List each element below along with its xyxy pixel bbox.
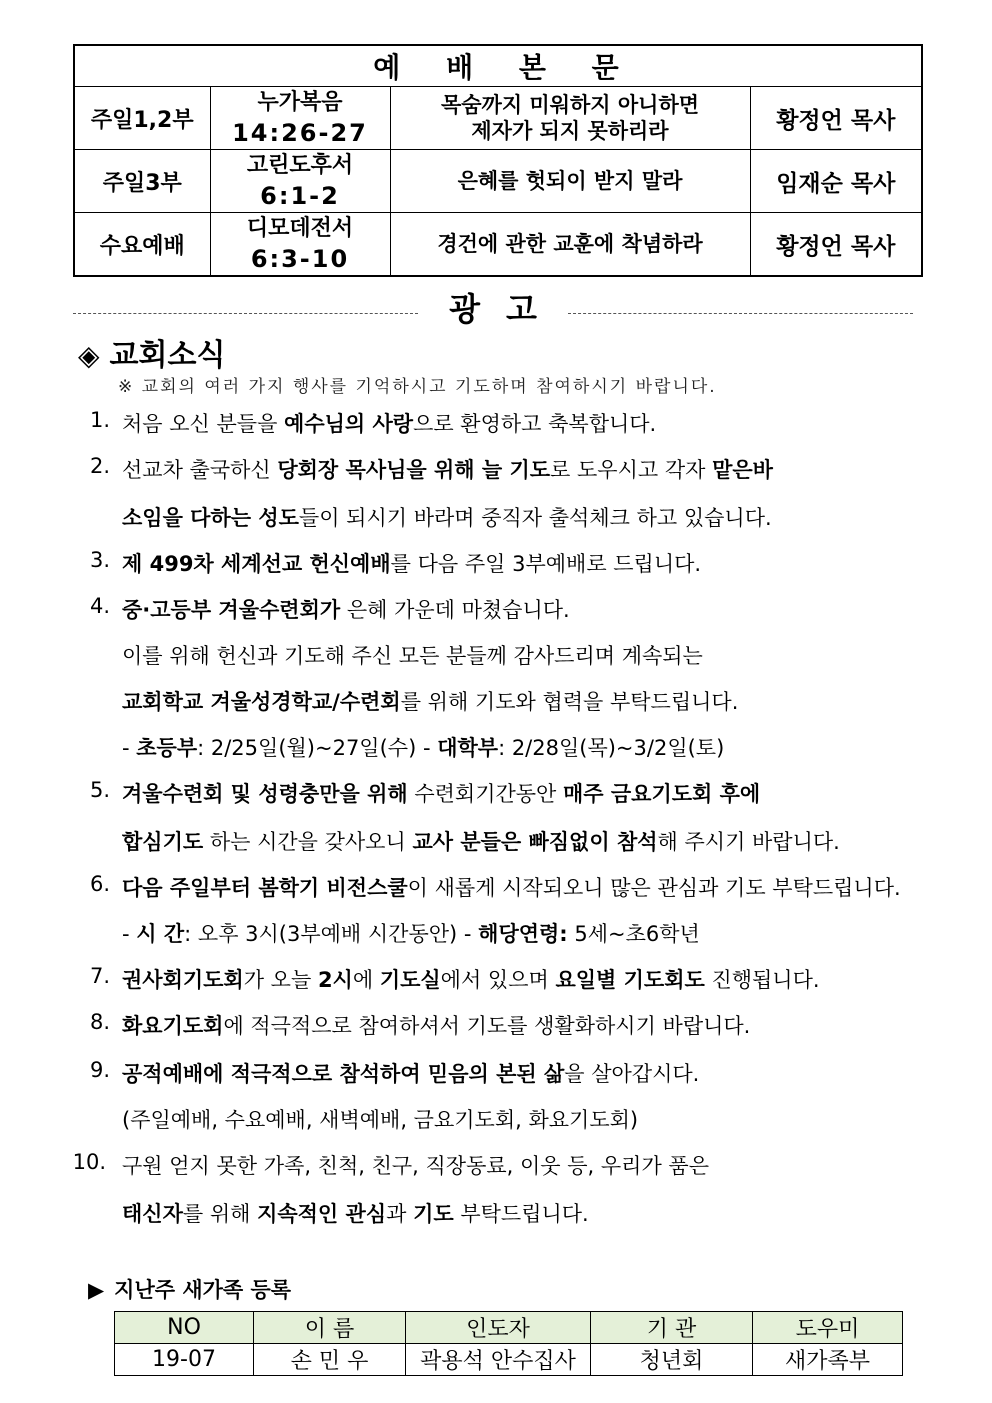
announcement-text-part: : 2/25일(월)~27일(수) - [197, 736, 438, 760]
new-family-title: 지난주 새가족 등록 [114, 1278, 292, 1302]
announcement-text-part: 해 주시기 바랍니다. [657, 830, 840, 854]
announcement-text-part: 매주 금요기도회 후에 [563, 782, 761, 806]
announcement-text [122, 594, 570, 624]
announcement-text [122, 1010, 750, 1040]
announcement-number: 6. [89, 872, 110, 896]
announcement-text-part: : 2/28일(목)~3/2일(토) [498, 736, 725, 760]
announcement-text-part: - [122, 736, 137, 760]
announcement-text-part: 중·고등부 겨울수련회가 [122, 598, 341, 622]
announcement-text [122, 1058, 699, 1088]
church-news-note: ※ 교회의 여러 가지 행사를 기억하시고 기도하며 참여하시기 바랍니다. [118, 377, 717, 397]
announcement-text-part: 들이 되시기 바라며 중직자 출석체크 하고 있습니다. [298, 506, 772, 530]
announcement-number: 10. [72, 1150, 106, 1174]
announcement-text-part: 요일별 기도회도 [555, 968, 705, 992]
announcement-text-part: 시 간 [136, 922, 185, 946]
service-name: 주일3부 [74, 150, 210, 213]
announcement-text-part: 수련회기간동안 [407, 782, 564, 806]
scripture-verse: 14:26-27 [232, 119, 368, 147]
announcement-text-part: 를 위해 [182, 1202, 258, 1226]
new-family-table [114, 1311, 903, 1376]
announcement-text-part: 부탁드립니다. [453, 1202, 589, 1226]
cell-org: 청년회 [591, 1344, 753, 1376]
announcement-text [122, 732, 724, 762]
announcement-text-part: 태신자 [122, 1202, 183, 1226]
announcement-text-part: (주일예배, 수요예배, 새벽예배, 금요기도회, 화요기도회) [122, 1108, 639, 1132]
worship-row [74, 213, 922, 277]
sermon-topic [390, 87, 750, 150]
announcement-text-part: 진행됩니다. [704, 968, 820, 992]
announcement-text-part: 초등부 [136, 736, 198, 760]
divider-left [73, 313, 418, 314]
announcement-text-part: 5세~초6학년 [567, 922, 700, 946]
announcement-text [122, 640, 703, 670]
announcement-text-part: 로 도우시고 각자 [550, 458, 713, 482]
sermon-topic: 은혜를 헛되이 받지 말라 [390, 150, 750, 213]
announcement-text-part: 에서 있으며 [440, 968, 556, 992]
cell-guide: 곽용석 안수집사 [406, 1344, 591, 1376]
announcement-text-part: 하는 시간을 갖사오니 [203, 830, 413, 854]
announcement-text-part: 화요기도회 [122, 1014, 224, 1038]
preacher: 황정언 목사 [750, 213, 922, 277]
announcement-text [122, 778, 760, 808]
announcement-text [122, 548, 701, 578]
announcement-text-part: 맡은바 [712, 458, 773, 482]
announcement-number: 3. [89, 548, 110, 572]
announcement-text-part: 구원 얻지 못한 가족, 친척, 친구, 직장동료, 이웃 등, 우리가 품은 [122, 1154, 709, 1178]
announcement-text-part: 겨울수련회 및 성령충만을 위해 [122, 782, 408, 806]
announcement-text [122, 918, 700, 948]
announcement-text-part: 이를 위해 헌신과 기도해 주신 모든 분들께 감사드리며 계속되는 [122, 644, 703, 668]
announcement-text-part: 를 위해 기도와 협력을 부탁드립니다. [400, 690, 739, 714]
service-name: 주일1,2부 [74, 87, 210, 150]
scripture-book: 디모데전서 [246, 216, 354, 241]
church-news-heading [78, 330, 225, 374]
sermon-topic-line2: 제자가 되지 못하리라 [471, 119, 669, 143]
announcement-text-part: 소임을 다하는 성도 [122, 506, 299, 530]
announcement-text-part: 이 새롭게 시작되오니 많은 관심과 기도 부탁드립니다. [407, 876, 901, 900]
col-header-org: 기 관 [591, 1312, 753, 1344]
announcement-text [122, 454, 773, 484]
announcement-text-part: 대학부 [437, 736, 499, 760]
scripture-verse: 6:3-10 [250, 245, 350, 273]
announcement-number: 2. [89, 454, 110, 478]
announcement-text-part: 를 다음 주일 3부예배로 드립니다. [390, 552, 702, 576]
announcement-text-part: 에 [352, 968, 380, 992]
announcements-header [73, 284, 913, 328]
announcement-number: 4. [89, 594, 110, 618]
announcement-text-part: 교사 분들은 빠짐없이 참석 [412, 830, 658, 854]
diamond-icon: ◈ [78, 339, 100, 372]
sermon-topic: 경건에 관한 교훈에 착념하라 [390, 213, 750, 277]
announcement-number: 5. [89, 778, 110, 802]
scripture-ref [210, 87, 390, 150]
announcement-number: 9. [89, 1058, 110, 1082]
scripture-book: 누가복음 [257, 90, 343, 115]
announcement-text-part: 다음 주일부터 봄학기 비전스쿨 [122, 876, 408, 900]
preacher: 황정언 목사 [750, 87, 922, 150]
announcement-text-part: 제 499차 세계선교 헌신예배 [122, 552, 391, 576]
worship-table [73, 44, 923, 277]
announcement-number: 7. [89, 964, 110, 988]
col-header-no: NO [115, 1312, 254, 1344]
announcement-text-part: - [122, 922, 137, 946]
scripture-ref [210, 213, 390, 277]
announcement-text [122, 964, 820, 994]
announcement-text-part: 에 적극적으로 참여하셔서 기도를 생활화하시기 바랍니다. [223, 1014, 751, 1038]
announcement-text [122, 502, 772, 532]
cell-helper: 새가족부 [753, 1344, 903, 1376]
col-header-guide: 인도자 [406, 1312, 591, 1344]
announcement-text-part: : 오후 3시(3부예배 시간동안) - [184, 922, 479, 946]
announcement-text-part: 공적예배에 적극적으로 참석하여 믿음의 본된 삶 [122, 1062, 565, 1086]
scripture-book: 고린도후서 [246, 153, 354, 178]
new-family-heading [88, 1274, 291, 1304]
announcement-number: 8. [89, 1010, 110, 1034]
announcement-text [122, 872, 901, 902]
announcement-text-part: 기도실 [379, 968, 441, 992]
announcement-text-part: 가 오늘 [243, 968, 318, 992]
announcement-text [122, 1104, 638, 1134]
announcement-text-part: 기도 [413, 1202, 454, 1226]
cell-name: 손 민 우 [254, 1344, 406, 1376]
triangle-right-icon: ▶ [88, 1278, 105, 1302]
announcement-text-part: 합심기도 [122, 830, 204, 854]
announcement-text-part: 은혜 가운데 마쳤습니다. [340, 598, 570, 622]
col-header-helper: 도우미 [753, 1312, 903, 1344]
scripture-ref [210, 150, 390, 213]
worship-row [74, 150, 922, 213]
announcement-text-part: 지속적인 관심 [257, 1202, 387, 1226]
sermon-topic-line1: 목숨까지 미워하지 아니하면 [440, 93, 700, 117]
scripture-verse: 6:1-2 [260, 182, 340, 210]
announcement-text-part: 을 살아갑시다. [564, 1062, 700, 1086]
announcement-text [122, 1198, 589, 1228]
announcement-number: 1. [89, 408, 110, 432]
announcement-text-part: 교회학교 겨울성경학교/수련회 [122, 690, 401, 714]
new-family-header-row [115, 1312, 903, 1344]
church-news-title: 교회소식 [109, 338, 226, 373]
announcement-text-part: 과 [386, 1202, 414, 1226]
announcements-title: 광고 [449, 290, 563, 328]
announcement-text-part: 당회장 목사님을 위해 늘 기도 [277, 458, 551, 482]
divider-right [568, 313, 913, 314]
announcement-text-part: 해당연령: [478, 922, 568, 946]
announcement-text-part: 처음 오신 분들을 [122, 412, 285, 436]
cell-no: 19-07 [115, 1344, 254, 1376]
announcement-text-part: 예수님의 사랑 [284, 412, 414, 436]
worship-title: 예 배 본 문 [74, 45, 922, 87]
col-header-name: 이 름 [254, 1312, 406, 1344]
announcement-text [122, 826, 840, 856]
service-name: 수요예배 [74, 213, 210, 277]
announcement-text [122, 1150, 709, 1180]
table-row [115, 1344, 903, 1376]
worship-row [74, 87, 922, 150]
announcement-text-part: 으로 환영하고 축복합니다. [413, 412, 657, 436]
preacher: 임재순 목사 [750, 150, 922, 213]
announcement-text-part: 선교차 출국하신 [122, 458, 278, 482]
announcement-text [122, 686, 738, 716]
announcement-text-part: 권사회기도회 [122, 968, 244, 992]
announcement-text-part: 2시 [317, 968, 353, 992]
announcement-text [122, 408, 656, 438]
